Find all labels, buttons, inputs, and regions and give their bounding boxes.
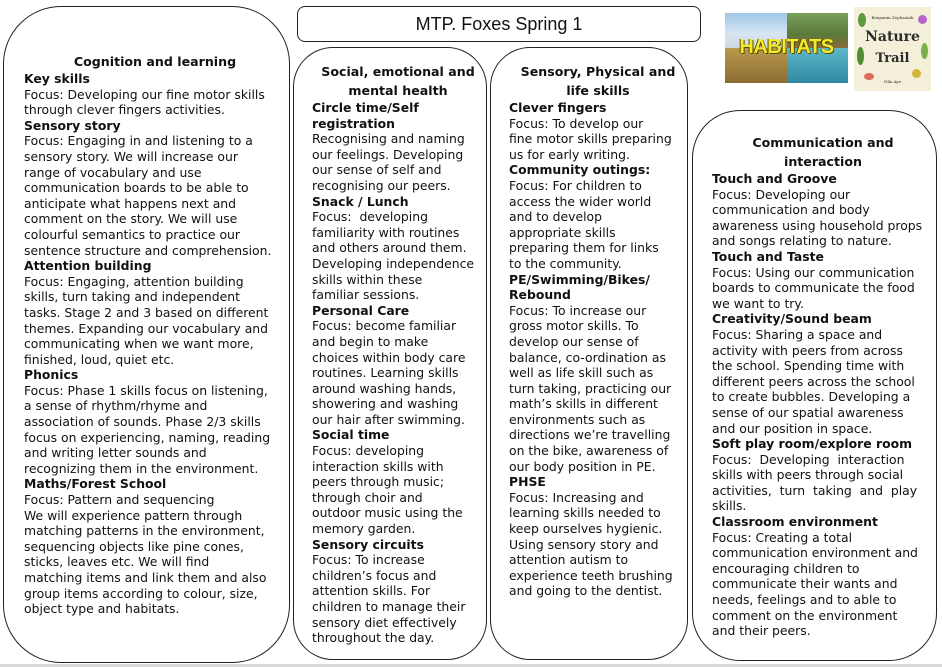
section-text: Focus: For children to access the wider world and to develop appropriate skills preparing them for links to the community. <box>509 177 659 271</box>
section-title: Soft play room/explore room <box>712 436 913 452</box>
section-text: Focus: To develop our fine motor skills preparing us for early writing. <box>509 115 672 162</box>
book-title-line1: Nature <box>865 29 920 45</box>
sensory-physical-panel <box>490 47 688 660</box>
section-attention-building <box>24 258 286 367</box>
section-text: Focus: become familiar and begin to make choices within body care routines. Learning skills around washing hands, showering and washing our hair after swimming. <box>312 318 466 427</box>
section-title: Community outings: <box>509 162 651 178</box>
section-title: Maths/Forest School <box>24 476 167 492</box>
section-title: PE/Swimming/Bikes/ Rebound <box>509 271 650 303</box>
section-text: Focus: Pattern and sequencing We will experience pattern through matching patterns in the environment, sequencing objects like pine cones, sticks, leaves etc. We will find matching items and link them and also group items according to colour, size, object type and habitats. <box>24 492 267 617</box>
section-text: Focus: Engaging in and listening to a sensory story. We will increase our range of vocabulary and use communication boards to be able to anticipate what happens next and comment on the story. We will use colourful semantics to practice our sentence structure and comprehension. <box>24 133 272 258</box>
section-title: Circle time/Self registration <box>312 100 419 131</box>
section-text: Focus: Developing our fine motor skills through clever fingers activities. <box>24 86 265 118</box>
section-clever-fingers <box>509 100 687 162</box>
social-emotional-panel <box>293 47 487 660</box>
panel-heading: Social, emotional and mental health <box>321 64 475 98</box>
section-title: Classroom environment <box>712 514 878 530</box>
section-title: Personal Care <box>312 302 410 318</box>
book-title-line2: Trail <box>875 51 910 66</box>
panel-heading: Cognition and learning <box>73 54 237 69</box>
cognition-learning-panel <box>3 6 290 663</box>
section-title: Touch and Taste <box>712 248 824 264</box>
section-personal-care <box>312 303 484 428</box>
section-creativity-sound-beam <box>712 311 934 436</box>
section-circle-time <box>312 100 484 194</box>
book-illustrator: Nila Aye <box>883 79 902 84</box>
communication-interaction-panel <box>692 110 937 661</box>
section-title: Attention building <box>24 258 152 274</box>
section-text: Focus: Engaging, attention building skills, turn taking and independent tasks. Stage 2 and 3 based on different themes. Expanding our vocabulary and communicating when we want more, finished, loud, quiet etc. <box>24 273 269 367</box>
section-title: Touch and Groove <box>712 171 837 186</box>
section-sensory-circuits <box>312 537 484 646</box>
section-title: Creativity/Sound beam <box>712 311 872 327</box>
section-title: Social time <box>312 427 390 443</box>
section-sensory-story <box>24 118 286 258</box>
section-text: Focus: Increasing and learning skills needed to keep ourselves hygienic. Using sensory story and attention autism to experience teeth brushing and going to the dentist. <box>509 489 673 599</box>
book-author: Benjamin Zephaniah <box>871 15 914 20</box>
nature-trail-book-cover <box>854 7 931 91</box>
section-soft-play <box>712 436 934 514</box>
section-title: Phonics <box>24 367 79 383</box>
panel-heading: Sensory, Physical and life skills <box>520 64 676 98</box>
section-text: Focus: To increase our gross motor skills. To develop our sense of balance, co-ordination as well as life skill such as turn taking, practicing our math’s skills in different environments such as directions we’re travelling on the bike, awareness of our body position in PE. <box>509 302 672 474</box>
section-pe-swimming <box>509 272 687 475</box>
section-title: Key skills <box>24 71 90 86</box>
section-title: PHSE <box>509 474 546 490</box>
section-text: Focus: To increase children’s focus and attention skills. For children to manage their sensory diet effectively throughout the day. <box>312 552 466 646</box>
section-title: Sensory story <box>24 117 121 133</box>
habitats-image <box>725 13 848 83</box>
section-key-skills <box>24 71 286 118</box>
section-classroom-environment <box>712 514 934 639</box>
section-text: Focus: developing familiarity with routines and others around them. Developing independence skills within these familiar sessions. <box>312 209 475 303</box>
habitats-label: HABITATS <box>739 36 834 58</box>
document-title: MTP. Foxes Spring 1 <box>297 6 701 42</box>
section-social-time <box>312 427 484 536</box>
section-touch-taste <box>712 249 934 311</box>
section-text: Focus: Phase 1 skills focus on listening, a sense of rhythm/rhyme and association of sounds. Phase 2/3 skills focus on experiencing, naming, reading and writing letter sounds and recognizing them in the environment. <box>24 382 271 476</box>
section-maths-forest-school <box>24 476 286 616</box>
section-text: Focus: Using our communication boards to communicate the food we want to try. <box>712 264 915 311</box>
section-phonics <box>24 367 286 476</box>
section-text: Focus: Sharing a space and activity with peers from across the school. Spending time with different peers across the school to create bubbles. Developing a sense of our spatial awareness and our position in space. <box>712 326 915 436</box>
panel-heading: Communication and interaction <box>752 135 894 169</box>
section-phse <box>509 474 687 599</box>
section-text: Focus: Developing interaction skills with peers through social activities, turn taking and play skills. <box>712 451 918 514</box>
section-title: Snack / Lunch <box>312 193 409 209</box>
section-text: Focus: developing interaction skills with peers through music; through choir and outdoor music using the memory garden. <box>312 443 463 537</box>
section-snack-lunch <box>312 194 484 303</box>
section-community-outings <box>509 162 687 271</box>
section-title: Clever fingers <box>509 100 607 115</box>
section-title: Sensory circuits <box>312 536 424 552</box>
section-text: Recognising and naming our feelings. Developing our sense of self and recognising our peers. <box>312 131 465 193</box>
section-touch-groove <box>712 171 934 249</box>
section-text: Focus: Creating a total communication environment and encouraging children to communicate their wants and needs, feelings and to able to comment on the environment and their peers. <box>712 529 918 639</box>
section-text: Focus: Developing our communication and body awareness using household props and songs relating to nature. <box>712 186 923 249</box>
